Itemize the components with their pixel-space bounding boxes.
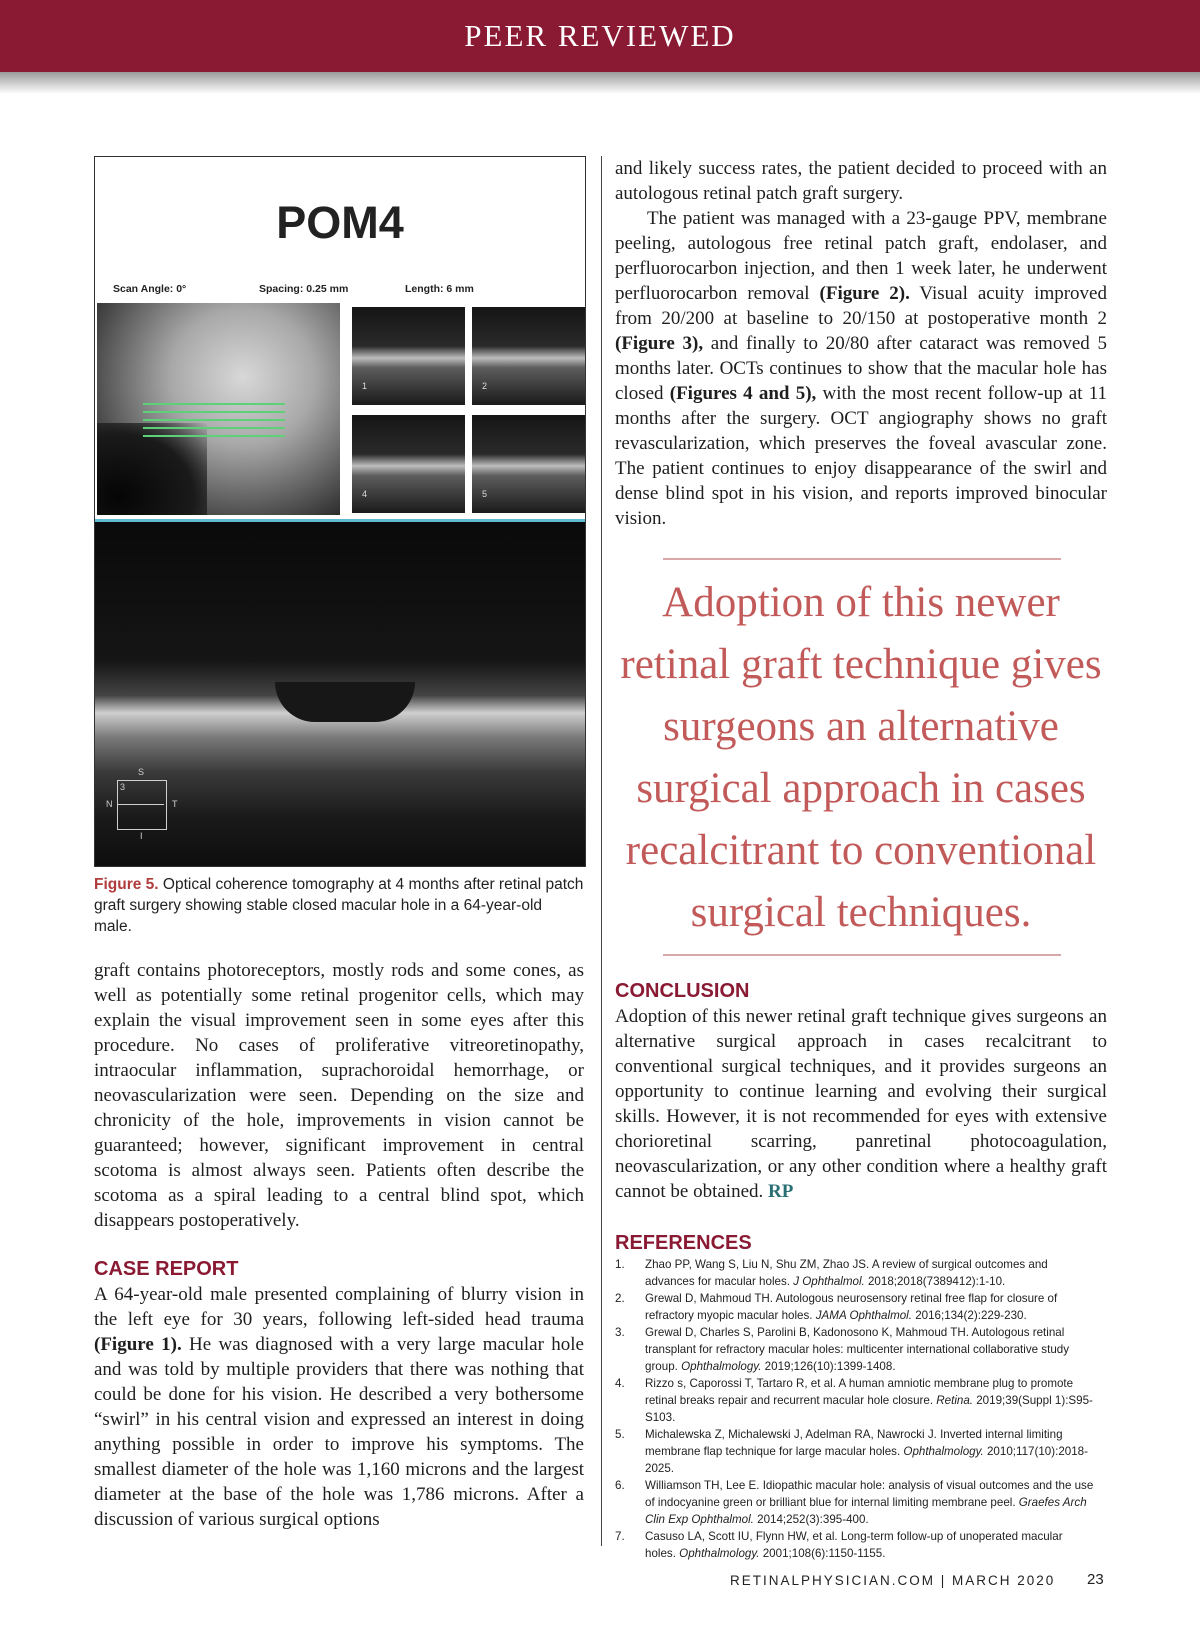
reference-item	[615, 1324, 1095, 1375]
orient-t: T	[172, 799, 178, 809]
reference-citation: 2019;126(10):1399-1408.	[761, 1360, 896, 1373]
figure-caption	[94, 874, 584, 937]
thumbnail-number: 5	[482, 489, 488, 499]
orient-n: N	[106, 799, 113, 809]
figure-label: Figure 5.	[94, 876, 159, 893]
pull-quote: Adoption of this newer retinal graft technique gives surgeons an alternative surgical approach in cases recalcitrant to conventional surgical techniques.	[620, 579, 1102, 936]
reference-text: Zhao PP, Wang S, Liu N, Shu ZM, Zhao JS. A review of surgical outcomes and advances for macular holes.	[645, 1258, 1048, 1288]
scan-line	[143, 427, 285, 429]
footer-site: RETINALPHYSICIAN.COM | MARCH 2020	[730, 1573, 1056, 1588]
spacing-label: Spacing: 0.25 mm	[259, 283, 349, 295]
text-part: Visual acuity improved from 20/200 at baseline to 20/150 at postoperative month 2	[615, 283, 1107, 329]
figure-1-ref: (Figure 1).	[94, 1334, 182, 1355]
reference-journal: J Ophthalmol.	[793, 1275, 865, 1288]
references-list	[615, 1256, 1095, 1562]
case-text-part: He was diagnosed with a very large macular hole and was told by multiple providers that there was nothing that could be done for his vision. He described a very bothersome “swirl” in his central vision and expressed an interest in doing anything possible in order to improve his symptoms. The smallest diameter of the hole was 1,160 microns and the largest diameter at the base of the hole was 1,786 microns. After a discussion of various surgical options	[94, 1334, 584, 1530]
reference-citation: 2019;39(Suppl 1):S95-S103.	[645, 1394, 1093, 1424]
foveal-depression	[275, 682, 415, 722]
figure-2-ref: (Figure 2).	[819, 283, 910, 304]
right-column-continuation	[615, 156, 1107, 531]
reference-text: Rizzo s, Caporossi T, Tartaro R, et al. A human amniotic membrane plug to promote retinal breaks repair and recurrent macular hole closure.	[645, 1377, 1074, 1407]
reference-item	[615, 1528, 1095, 1562]
reference-number: 4.	[615, 1377, 625, 1390]
page-number: 23	[1087, 1571, 1104, 1588]
case-report-paragraph	[94, 1282, 584, 1532]
oct-scan-image	[95, 519, 585, 867]
reference-journal: Ophthalmology.	[681, 1360, 762, 1373]
body-paragraph: graft contains photoreceptors, mostly rods and some cones, as well as potentially some retinal progenitor cells, which may explain the visual improvement seen in some eyes after this procedure. No cases of proliferative vitreoretinopathy, intraocular inflammation, suprachoroidal hemorrhage, or neovascularization were seen. Depending on the size and chronicity of the hole, improvements in vision cannot be guaranteed; however, significant improvement in central scotoma is almost always seen. Patients often describe the scotoma as a spiral leading to a central blind spot, which disappears postoperatively.	[94, 960, 584, 1231]
reference-text: Casuso LA, Scott IU, Flynn HW, et al. Long-term follow-up of unoperated macular holes.	[645, 1530, 1063, 1560]
reference-item	[615, 1256, 1095, 1290]
reference-number: 5.	[615, 1428, 625, 1441]
reference-text: Michalewska Z, Michalewski J, Adelman RA, Nawrocki J. Inverted internal limiting membrane flap technique for large macular holes.	[645, 1428, 1063, 1458]
orientation-box	[106, 767, 178, 841]
banner-shadow	[0, 72, 1200, 94]
figure-title: POM4	[276, 197, 404, 248]
body-paragraph	[615, 206, 1107, 531]
pullquote-rule-bottom	[663, 954, 1061, 956]
length-label: Length: 6 mm	[405, 283, 474, 295]
reference-number: 7.	[615, 1530, 625, 1543]
conclusion-paragraph	[615, 1004, 1107, 1204]
reference-text: Grewal D, Charles S, Parolini B, Kadonosono K, Mahmoud TH. Autologous retinal transplant for refractory macular holes: multicenter international collaborative study group.	[645, 1326, 1070, 1373]
body-paragraph: and likely success rates, the patient decided to proceed with an autologous retinal patch graft surgery.	[615, 158, 1107, 204]
orient-i: I	[140, 831, 143, 841]
figures-4-5-ref: (Figures 4 and 5),	[669, 383, 817, 404]
case-text-part: A 64-year-old male presented complaining of blurry vision in the left eye for 30 years, following left-sided head trauma	[94, 1284, 584, 1330]
end-mark: RP	[768, 1181, 794, 1202]
figure-top-panel	[95, 157, 585, 517]
left-column-intro	[94, 958, 584, 1233]
reference-citation: 2014;252(3):395-400.	[753, 1513, 869, 1526]
case-report-section	[94, 1256, 584, 1532]
text-part: and finally to 20/80 after cataract was removed 5 months later. OCTs continues to show that the macular hole has closed	[615, 333, 1107, 404]
reference-item	[615, 1426, 1095, 1477]
oct-thumbnail	[472, 307, 585, 405]
orient-s: S	[138, 767, 145, 777]
reference-number: 6.	[615, 1479, 625, 1492]
reference-citation: 2016;134(2):229-230.	[911, 1309, 1027, 1322]
section-title: PEER REVIEWED	[464, 18, 736, 53]
reference-journal: Ophthalmology.	[679, 1547, 760, 1560]
reference-text: Grewal D, Mahmoud TH. Autologous neurosensory retinal free flap for closure of refractory myopic macular holes.	[645, 1292, 1058, 1322]
reference-item	[615, 1290, 1095, 1324]
orient-number: 3	[120, 782, 126, 792]
thumbnail-number: 1	[362, 381, 368, 391]
reference-citation: 2001;108(6):1150-1155.	[759, 1547, 886, 1560]
references-heading: REFERENCES	[615, 1232, 752, 1254]
thumbnail-number: 4	[362, 489, 368, 499]
fundus-image	[97, 303, 340, 515]
reference-item	[615, 1375, 1095, 1426]
conclusion-heading: CONCLUSION	[615, 980, 750, 1002]
reference-text: Williamson TH, Lee E. Idiopathic macular hole: analysis of visual outcomes and the use of indocyanine green or brilliant blue for internal limiting membrane peel.	[645, 1479, 1094, 1509]
oct-thumbnail	[352, 415, 465, 513]
scan-angle-label: Scan Angle: 0°	[113, 283, 187, 295]
reference-number: 3.	[615, 1326, 625, 1339]
reference-item	[615, 1477, 1095, 1528]
reference-journal: Ophthalmology.	[903, 1445, 984, 1458]
reference-journal: Retina.	[936, 1394, 974, 1407]
oct-thumbnail	[352, 307, 465, 405]
case-report-heading: CASE REPORT	[94, 1258, 239, 1280]
caption-text: Optical coherence tomography at 4 months after retinal patch graft surgery showing stable closed macular hole in a 64-year-old male.	[94, 876, 584, 935]
conclusion-text: Adoption of this newer retinal graft technique gives surgeons an alternative surgical approach in cases recalcitrant to conventional surgical techniques, and it provides surgeons an opportunity to continue learning and evolving their surgical skills. However, it is not recommended for eyes with extensive chorioretinal scarring, panretinal photocoagulation, neovascularization, or any other condition where a healthy graft cannot be obtained.	[615, 1006, 1107, 1202]
reference-citation: 2010;117(10):2018-2025.	[645, 1445, 1088, 1475]
reference-number: 1.	[615, 1258, 625, 1271]
figure-3-ref: (Figure 3),	[615, 333, 704, 354]
oct-thumbnail	[472, 415, 585, 513]
scan-line	[143, 411, 285, 413]
reference-journal: JAMA Ophthalmol.	[815, 1309, 912, 1322]
reference-journal: Graefes Arch Clin Exp Ophthalmol.	[645, 1496, 1087, 1526]
scan-line	[143, 419, 285, 421]
scan-line	[143, 435, 285, 437]
reference-number: 2.	[615, 1292, 625, 1305]
column-divider	[601, 156, 602, 1546]
figure-5	[94, 156, 586, 867]
pullquote-rule-top	[663, 558, 1061, 560]
scan-line	[143, 403, 285, 405]
text-part: with the most recent follow-up at 11 months after the surgery. OCT angiography shows no graft revascularization, which preserves the foveal avascular zone. The patient continues to enjoy disappearance of the swirl and dense blind spot in his vision, and reports improved binocular vision.	[615, 383, 1107, 529]
reference-citation: 2018;2018(7389412):1-10.	[864, 1275, 1006, 1288]
scan-direction-line	[118, 804, 164, 805]
conclusion-section	[615, 978, 1107, 1204]
text-part: The patient was managed with a 23-gauge PPV, membrane peeling, autologous free retinal patch graft, endolaser, and perfluorocarbon injection, and then 1 week later, he underwent perfluorocarbon removal	[615, 208, 1107, 304]
thumbnail-number: 2	[482, 381, 488, 391]
